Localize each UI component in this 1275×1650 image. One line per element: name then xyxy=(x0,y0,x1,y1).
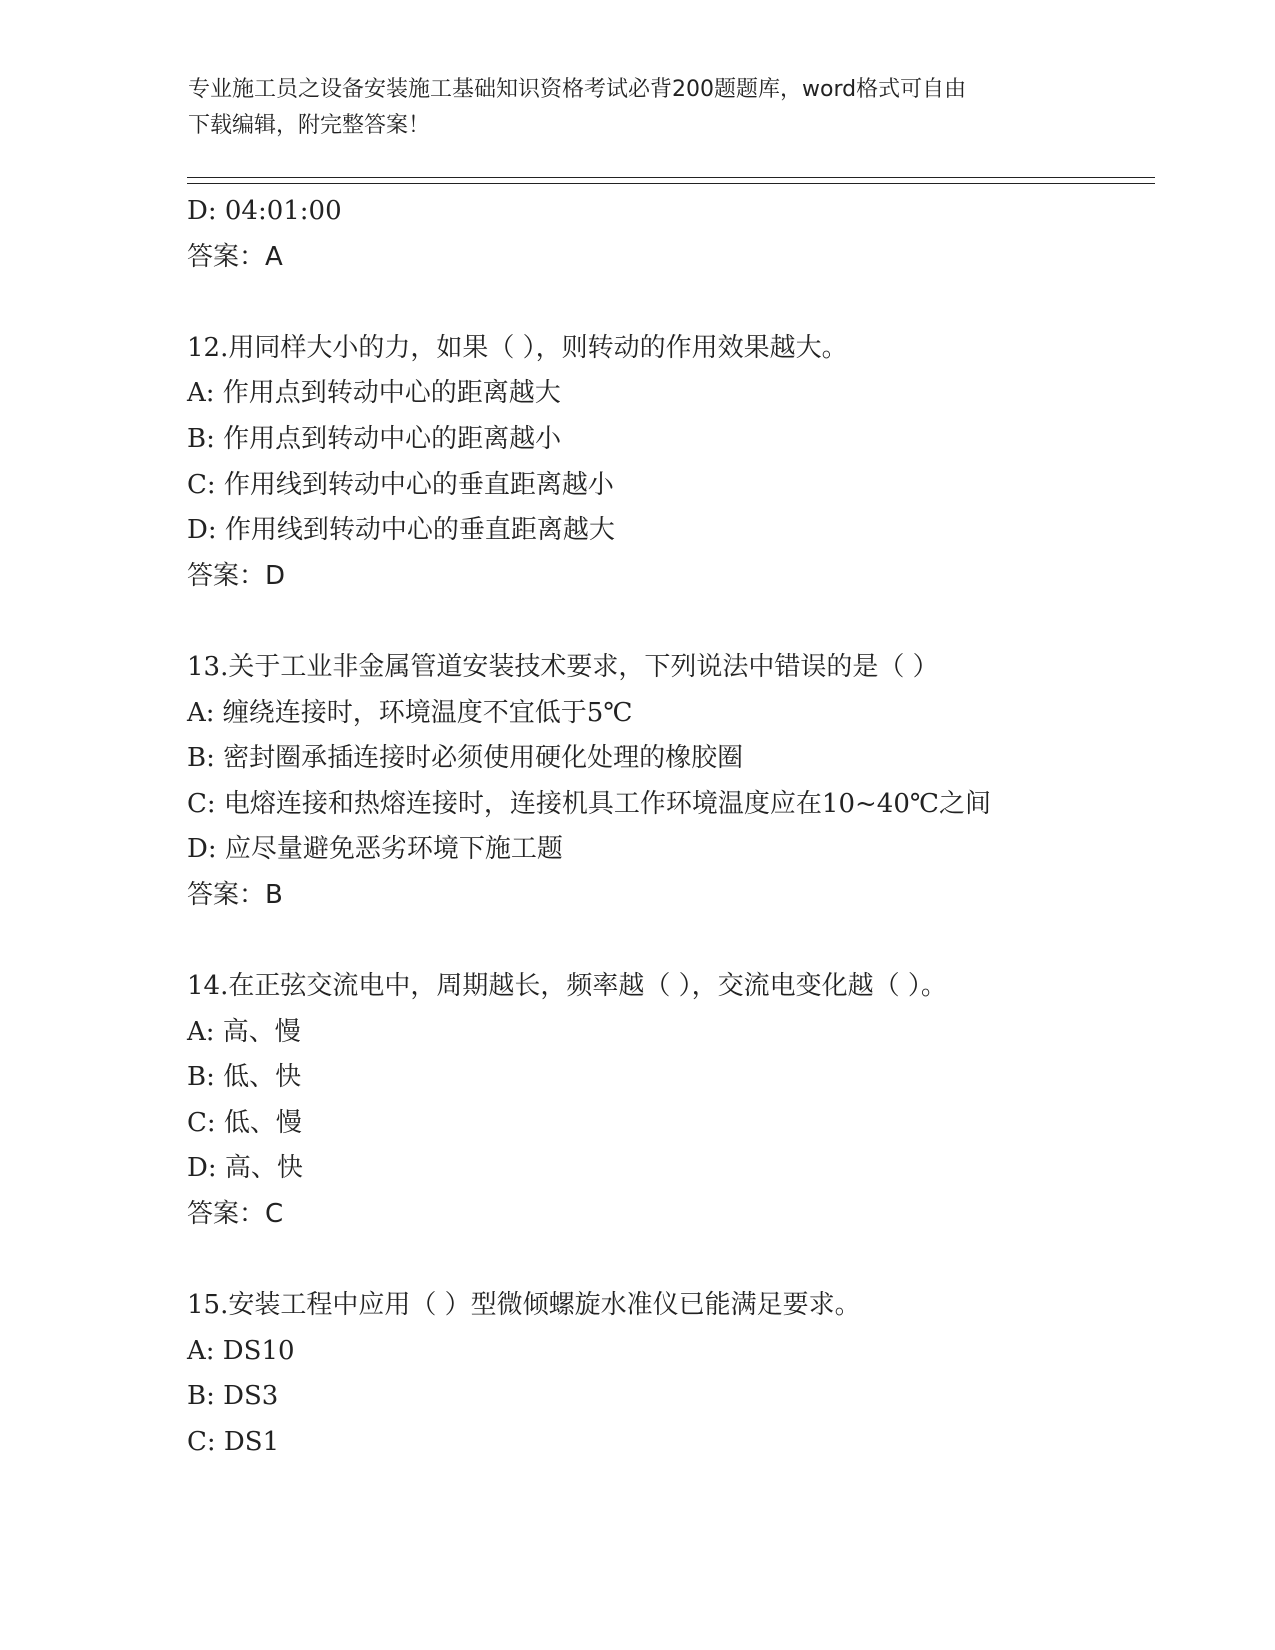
option-c: C: DS1 xyxy=(187,1427,280,1458)
question-12 xyxy=(187,326,1155,600)
header-title-line-1: 专业施工员之设备安装施工基础知识资格考试必背200题题库，word格式可自由 xyxy=(188,77,967,102)
option-b: B: 低、快 xyxy=(187,1062,302,1093)
option-d: D: 应尽量避免恶劣环境下施工题 xyxy=(187,834,563,865)
previous-answer: 答案：A xyxy=(187,241,283,272)
header-title-line-2: 下载编辑，附完整答案！ xyxy=(188,113,431,138)
question-14 xyxy=(187,964,1155,1238)
option-a: A: 缠绕连接时，环境温度不宜低于5℃ xyxy=(187,697,633,728)
question-13 xyxy=(187,645,1155,919)
spacer xyxy=(187,919,1155,965)
option-c: C: 作用线到转动中心的垂直距离越小 xyxy=(187,469,614,500)
page-header xyxy=(188,72,1088,144)
header-double-rule xyxy=(187,177,1155,184)
option-b: B: 作用点到转动中心的距离越小 xyxy=(187,423,562,454)
option-c: C: 低、慢 xyxy=(187,1107,302,1138)
option-a: A: 高、慢 xyxy=(187,1016,301,1047)
question-stem: 15.安装工程中应用（ ）型微倾螺旋水准仪已能满足要求。 xyxy=(187,1290,861,1321)
question-stem: 14.在正弦交流电中，周期越长，频率越（ ），交流电变化越（ ）。 xyxy=(187,971,947,1002)
spacer xyxy=(187,599,1155,645)
option-b: B: 密封圈承插连接时必须使用硬化处理的橡胶圈 xyxy=(187,743,744,774)
option-a: A: DS10 xyxy=(187,1335,295,1366)
question-15 xyxy=(187,1283,1155,1465)
option-d: D: 作用线到转动中心的垂直距离越大 xyxy=(187,515,615,546)
spacer xyxy=(187,280,1155,326)
option-c: C: 电熔连接和热熔连接时，连接机具工作环境温度应在10~40℃之间 xyxy=(187,788,991,819)
question-content xyxy=(187,189,1155,1466)
answer: 答案：D xyxy=(187,560,286,591)
answer: 答案：C xyxy=(187,1199,284,1230)
spacer xyxy=(187,1238,1155,1284)
option-a: A: 作用点到转动中心的距离越大 xyxy=(187,378,561,409)
question-stem: 13.关于工业非金属管道安装技术要求，下列说法中错误的是（ ） xyxy=(187,651,939,682)
option-d: D: 高、快 xyxy=(187,1153,303,1184)
previous-option-d: D: 04:01:00 xyxy=(187,196,342,226)
option-b: B: DS3 xyxy=(187,1381,279,1412)
question-stem: 12.用同样大小的力，如果（ ），则转动的作用效果越大。 xyxy=(187,332,848,363)
answer: 答案：B xyxy=(187,879,283,910)
